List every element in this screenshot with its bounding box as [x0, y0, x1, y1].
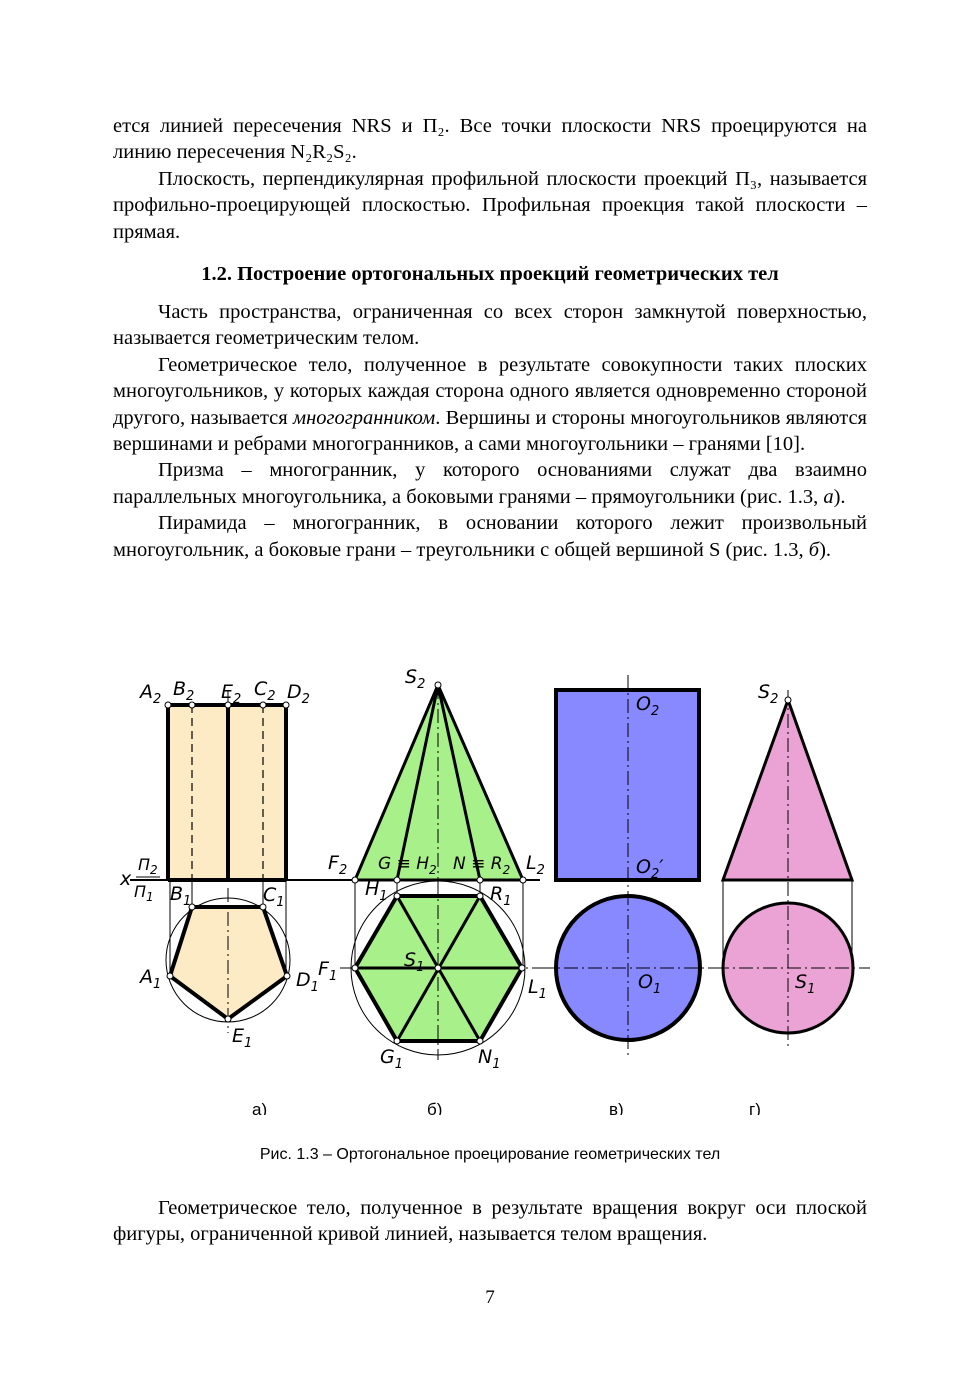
figure-caption: Рис. 1.3 – Ортогональное проецирование геометрических тел [259, 1146, 721, 1163]
svg-text:г): г) [749, 1100, 761, 1115]
svg-text:E2: $E_2$ [221, 681, 242, 707]
page-number: 7 [485, 1287, 495, 1308]
svg-text:E1: $E_1$ [232, 1025, 253, 1051]
svg-text:F2: $F_2$ [328, 852, 348, 878]
svg-text:S1: $S_1$ [795, 971, 816, 997]
svg-text:x: x [120, 868, 132, 890]
paragraph-block-top [113, 113, 867, 245]
svg-text:C2: $C_2$ [254, 678, 276, 704]
svg-text:S2: $S_2$ [758, 681, 779, 707]
svg-text:F1: $F_1$ [318, 958, 338, 984]
cylinder-figure [540, 675, 715, 1055]
svg-text:A1: $A_1$ [140, 966, 162, 992]
svg-text:П1: $П_1$ [134, 882, 154, 904]
svg-text:G ≡ H2: $G \equiv H_2$ [378, 854, 437, 877]
svg-text:D1: $D_1$ [296, 969, 319, 995]
paragraph-block-main [113, 299, 867, 563]
paragraph-3: Часть пространства, ограниченная со всех сторон замкнутой поверхностью, называется геометрическим телом. [113, 301, 867, 350]
svg-text:S2: $S_2$ [405, 666, 426, 692]
svg-text:G1: $G_1$ [380, 1046, 404, 1072]
paragraph-7: Геометрическое тело, полученное в результате вращения вокруг оси плоской фигуры, ограниченной кривой линией, называется телом вращения. [113, 1197, 867, 1246]
svg-text:R1: $R_1$ [490, 883, 512, 909]
figure-1-3 [0, 655, 980, 1115]
svg-text:а): а) [252, 1100, 268, 1115]
svg-text:N1: $N_1$ [478, 1046, 501, 1072]
svg-text:S1: $S_1$ [404, 949, 425, 975]
svg-text:O2′: $O_2'$ [636, 856, 664, 882]
paragraph-block-bottom [113, 1195, 867, 1248]
projection-drawing [0, 655, 980, 1115]
svg-text:B1: $B_1$ [170, 883, 192, 909]
paragraph-2: Плоскость, перпендикулярная профильной плоскости проекций П₃, называется профильно-проецирующей плоскостью. Профильная проекция такой плоскости – прямая. [113, 167, 867, 243]
cone-figure [715, 690, 870, 1050]
paragraph-6: Пирамида – многогранник, в основании которого лежит произвольный многоугольник, а боковые грани – треугольники с общей вершиной S (рис. 1.3, б). [113, 512, 867, 561]
section-heading: 1.2. Построение ортогональных проекций геометрических тел [201, 263, 779, 285]
svg-text:O1: $O_1$ [638, 971, 662, 997]
paragraph-5: Призма – многогранник, у которого основаниями служат два взаимно параллельных многоугольника, а боковыми гранями – прямоугольники (рис. 1.3, а). [113, 459, 867, 508]
svg-text:O2: $O_2$ [636, 693, 660, 719]
svg-text:в): в) [609, 1100, 624, 1115]
svg-text:A2: $A_2$ [140, 681, 162, 707]
svg-text:D2: $D_2$ [287, 681, 310, 707]
prism-figure [165, 690, 290, 1033]
paragraph-1: ется линией пересечения NRS и П₂. Все точки плоскости NRS проецируются на линию пересечения N₂R₂S₂. [113, 115, 867, 164]
svg-text:H1: $H_1$ [365, 878, 388, 904]
svg-text:N ≡ R2: $N \equiv R_2$ [453, 854, 511, 877]
svg-text:B2: $B_2$ [173, 678, 195, 704]
svg-text:L2: $L_2$ [526, 852, 545, 878]
svg-text:C1: $C_1$ [263, 884, 285, 910]
svg-text:б): б) [427, 1100, 443, 1115]
svg-text:L1: $L_1$ [528, 976, 547, 1002]
paragraph-4: Геометрическое тело, полученное в результате совокупности таких плоских многоугольников, у которых каждая сторона одного является одновременно стороной другого, называется многогранником. Вершины и стороны многоугольников являются вершинами и ребрами многогранников, а сами многоугольники – гранями [10]. [113, 353, 867, 456]
svg-text:П2: $П_2$ [138, 855, 158, 877]
